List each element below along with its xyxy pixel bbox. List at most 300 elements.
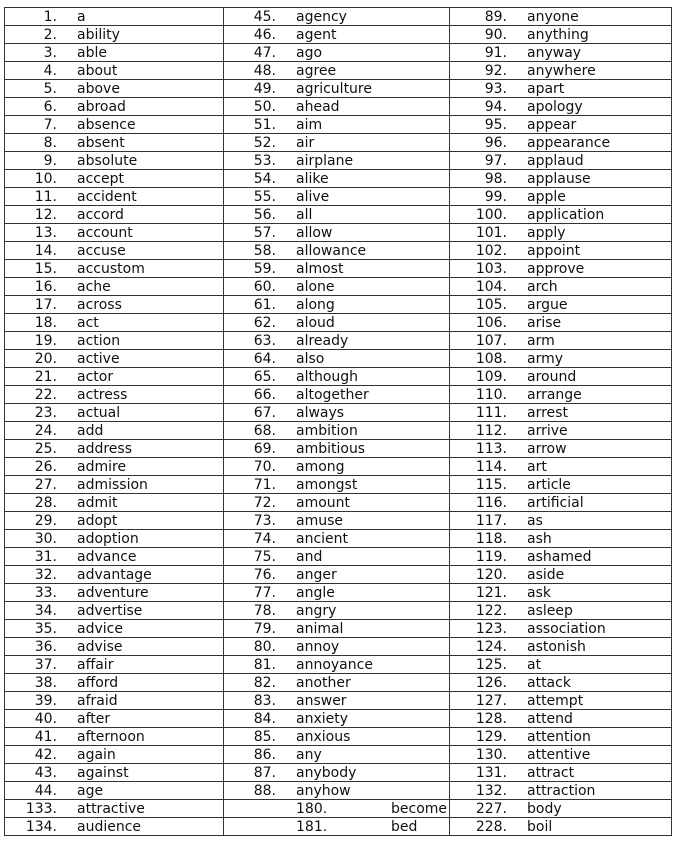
word-cell bbox=[450, 170, 672, 188]
word-number: 1. bbox=[43, 9, 57, 25]
word-number: 4. bbox=[43, 63, 57, 79]
word-cell bbox=[450, 458, 672, 476]
word-number: 75. bbox=[253, 549, 276, 565]
word-text: audience bbox=[77, 819, 142, 835]
word-text: adventure bbox=[77, 585, 149, 601]
table-row bbox=[5, 62, 672, 80]
word-text: advice bbox=[77, 621, 123, 637]
word-cell bbox=[224, 692, 450, 710]
word-text: aloud bbox=[296, 315, 335, 331]
table-row bbox=[5, 404, 672, 422]
word-text: anyone bbox=[527, 9, 579, 25]
word-number: 14. bbox=[34, 243, 57, 259]
word-cell bbox=[224, 188, 450, 206]
word-text: actress bbox=[77, 387, 128, 403]
word-cell bbox=[224, 512, 450, 530]
word-number: 106. bbox=[475, 315, 507, 331]
word-cell bbox=[224, 314, 450, 332]
table-row bbox=[5, 710, 672, 728]
word-number: 73. bbox=[253, 513, 276, 529]
word-text: alive bbox=[296, 189, 330, 205]
word-number: 39. bbox=[34, 693, 57, 709]
word-cell bbox=[224, 386, 450, 404]
word-cell bbox=[224, 206, 450, 224]
word-text: artificial bbox=[527, 495, 584, 511]
table-row bbox=[5, 224, 672, 242]
word-text: agency bbox=[296, 9, 347, 25]
word-number: 115. bbox=[475, 477, 507, 493]
word-text: admit bbox=[77, 495, 118, 511]
word-text: argue bbox=[527, 297, 568, 313]
word-number: 78. bbox=[253, 603, 276, 619]
word-cell bbox=[450, 368, 672, 386]
word-text: attentive bbox=[527, 747, 591, 763]
word-number: 33. bbox=[34, 585, 57, 601]
word-number: 101. bbox=[475, 225, 507, 241]
word-cell bbox=[450, 800, 672, 818]
table-row bbox=[5, 332, 672, 350]
table-row bbox=[5, 530, 672, 548]
word-cell bbox=[450, 710, 672, 728]
word-number: 49. bbox=[253, 81, 276, 97]
word-number: 67. bbox=[253, 405, 276, 421]
word-cell bbox=[5, 26, 224, 44]
word-cell bbox=[450, 728, 672, 746]
word-text: attempt bbox=[527, 693, 584, 709]
word-text: afternoon bbox=[77, 729, 145, 745]
word-cell bbox=[224, 440, 450, 458]
word-text: annoy bbox=[296, 639, 340, 655]
table-row bbox=[5, 170, 672, 188]
word-cell bbox=[450, 746, 672, 764]
word-cell bbox=[224, 782, 450, 800]
word-text: act bbox=[77, 315, 99, 331]
word-number: 130. bbox=[475, 747, 507, 763]
word-cell bbox=[224, 44, 450, 62]
word-number: 55. bbox=[253, 189, 276, 205]
word-text: apple bbox=[527, 189, 566, 205]
word-number: 47. bbox=[253, 45, 276, 61]
word-text: anxiety bbox=[296, 711, 349, 727]
word-text: anxious bbox=[296, 729, 351, 745]
word-number: 63. bbox=[253, 333, 276, 349]
word-number: 121. bbox=[475, 585, 507, 601]
word-text: attract bbox=[527, 765, 575, 781]
table-row bbox=[5, 440, 672, 458]
word-number: 56. bbox=[253, 207, 276, 223]
word-text: aim bbox=[296, 117, 323, 133]
word-text: astonish bbox=[527, 639, 586, 655]
word-cell bbox=[224, 818, 450, 836]
word-number: 122. bbox=[475, 603, 507, 619]
word-number: 134. bbox=[25, 819, 57, 835]
word-text: attractive bbox=[77, 801, 145, 817]
word-cell bbox=[224, 26, 450, 44]
word-cell bbox=[450, 314, 672, 332]
word-cell bbox=[5, 260, 224, 278]
word-text: apply bbox=[527, 225, 566, 241]
word-list-table bbox=[4, 7, 672, 836]
word-number: 109. bbox=[475, 369, 507, 385]
word-cell bbox=[5, 476, 224, 494]
table-row bbox=[5, 638, 672, 656]
word-text: above bbox=[77, 81, 120, 97]
word-cell bbox=[224, 170, 450, 188]
word-number: 108. bbox=[475, 351, 507, 367]
word-text: accuse bbox=[77, 243, 126, 259]
word-number: 97. bbox=[484, 153, 507, 169]
word-cell bbox=[224, 152, 450, 170]
word-text: address bbox=[77, 441, 133, 457]
word-number: 133. bbox=[25, 801, 57, 817]
word-number: 119. bbox=[475, 549, 507, 565]
word-cell bbox=[224, 530, 450, 548]
word-number: 105. bbox=[475, 297, 507, 313]
word-cell bbox=[5, 278, 224, 296]
word-number: 42. bbox=[34, 747, 57, 763]
word-cell bbox=[224, 494, 450, 512]
word-number: 228. bbox=[475, 819, 507, 835]
word-cell bbox=[5, 818, 224, 836]
table-row bbox=[5, 548, 672, 566]
word-text: amount bbox=[296, 495, 351, 511]
word-number: 41. bbox=[34, 729, 57, 745]
word-text: ancient bbox=[296, 531, 349, 547]
word-text: altogether bbox=[296, 387, 369, 403]
word-cell bbox=[224, 8, 450, 26]
word-text: anyhow bbox=[296, 783, 351, 799]
word-number: 110. bbox=[475, 387, 507, 403]
word-number: 48. bbox=[253, 63, 276, 79]
word-text: anybody bbox=[296, 765, 357, 781]
word-text: ache bbox=[77, 279, 111, 295]
word-cell bbox=[5, 746, 224, 764]
word-cell bbox=[5, 782, 224, 800]
word-cell bbox=[224, 458, 450, 476]
table-row bbox=[5, 116, 672, 134]
word-text: afraid bbox=[77, 693, 118, 709]
word-cell bbox=[450, 656, 672, 674]
table-row bbox=[5, 206, 672, 224]
word-cell bbox=[224, 80, 450, 98]
word-cell bbox=[5, 566, 224, 584]
table-row bbox=[5, 692, 672, 710]
word-text: airplane bbox=[296, 153, 354, 169]
word-text: actor bbox=[77, 369, 114, 385]
word-number: 114. bbox=[475, 459, 507, 475]
table-row bbox=[5, 26, 672, 44]
word-number: 120. bbox=[475, 567, 507, 583]
word-number: 26. bbox=[34, 459, 57, 475]
word-cell bbox=[5, 692, 224, 710]
word-text: all bbox=[296, 207, 313, 223]
word-text: along bbox=[296, 297, 335, 313]
word-text: advertise bbox=[77, 603, 143, 619]
word-cell bbox=[224, 422, 450, 440]
word-cell bbox=[450, 548, 672, 566]
word-number: 81. bbox=[253, 657, 276, 673]
word-number: 50. bbox=[253, 99, 276, 115]
word-number: 18. bbox=[34, 315, 57, 331]
word-cell bbox=[5, 134, 224, 152]
word-number: 16. bbox=[34, 279, 57, 295]
word-cell bbox=[450, 80, 672, 98]
word-number: 107. bbox=[475, 333, 507, 349]
word-number: 25. bbox=[34, 441, 57, 457]
word-text: anger bbox=[296, 567, 337, 583]
table-row bbox=[5, 242, 672, 260]
word-number: 227. bbox=[475, 801, 507, 817]
word-text: angry bbox=[296, 603, 337, 619]
word-text: arrive bbox=[527, 423, 568, 439]
word-number: 117. bbox=[475, 513, 507, 529]
table-row bbox=[5, 818, 672, 836]
table-row bbox=[5, 350, 672, 368]
word-text: accustom bbox=[77, 261, 145, 277]
word-cell bbox=[5, 440, 224, 458]
word-number: 3. bbox=[43, 45, 57, 61]
word-cell bbox=[450, 674, 672, 692]
word-cell bbox=[5, 368, 224, 386]
word-text: applaud bbox=[527, 153, 584, 169]
word-number: 102. bbox=[475, 243, 507, 259]
word-text: and bbox=[296, 549, 323, 565]
word-cell bbox=[450, 62, 672, 80]
table-row bbox=[5, 764, 672, 782]
word-cell bbox=[5, 674, 224, 692]
word-cell bbox=[5, 764, 224, 782]
word-cell bbox=[450, 116, 672, 134]
table-row bbox=[5, 728, 672, 746]
word-text: admission bbox=[77, 477, 148, 493]
word-number: 116. bbox=[475, 495, 507, 511]
word-cell bbox=[450, 602, 672, 620]
word-text: army bbox=[527, 351, 564, 367]
word-number: 20. bbox=[34, 351, 57, 367]
word-cell bbox=[450, 188, 672, 206]
word-number: 131. bbox=[475, 765, 507, 781]
table-row bbox=[5, 602, 672, 620]
word-number: 88. bbox=[253, 783, 276, 799]
word-cell bbox=[5, 584, 224, 602]
table-row bbox=[5, 260, 672, 278]
table-row bbox=[5, 782, 672, 800]
word-cell bbox=[224, 98, 450, 116]
word-text: art bbox=[527, 459, 547, 475]
word-cell bbox=[5, 710, 224, 728]
word-number: 45. bbox=[253, 9, 276, 25]
word-text: arm bbox=[527, 333, 555, 349]
table-row bbox=[5, 422, 672, 440]
word-number: 90. bbox=[484, 27, 507, 43]
word-cell bbox=[450, 260, 672, 278]
word-number: 99. bbox=[484, 189, 507, 205]
table-row bbox=[5, 566, 672, 584]
word-cell bbox=[224, 62, 450, 80]
word-number: 118. bbox=[475, 531, 507, 547]
word-number: 17. bbox=[34, 297, 57, 313]
word-text: advantage bbox=[77, 567, 152, 583]
word-list-body bbox=[5, 8, 672, 836]
table-row bbox=[5, 386, 672, 404]
word-text: body bbox=[527, 801, 562, 817]
word-cell bbox=[450, 134, 672, 152]
word-text: ambition bbox=[296, 423, 358, 439]
word-cell bbox=[5, 332, 224, 350]
table-row bbox=[5, 98, 672, 116]
word-text: affair bbox=[77, 657, 114, 673]
word-text: across bbox=[77, 297, 122, 313]
word-text: application bbox=[527, 207, 605, 223]
word-number: 10. bbox=[34, 171, 57, 187]
word-cell bbox=[450, 8, 672, 26]
word-cell bbox=[450, 584, 672, 602]
word-text: article bbox=[527, 477, 571, 493]
word-number: 57. bbox=[253, 225, 276, 241]
word-text: as bbox=[527, 513, 543, 529]
word-number: 104. bbox=[475, 279, 507, 295]
word-cell bbox=[224, 548, 450, 566]
word-cell bbox=[224, 710, 450, 728]
word-text: actual bbox=[77, 405, 121, 421]
word-cell bbox=[450, 206, 672, 224]
word-text: angle bbox=[296, 585, 335, 601]
word-cell bbox=[450, 404, 672, 422]
word-number: 72. bbox=[253, 495, 276, 511]
word-cell bbox=[224, 566, 450, 584]
word-text: accident bbox=[77, 189, 137, 205]
word-number: 71. bbox=[253, 477, 276, 493]
word-number: 38. bbox=[34, 675, 57, 691]
word-cell bbox=[5, 638, 224, 656]
word-cell bbox=[224, 296, 450, 314]
word-text: account bbox=[77, 225, 133, 241]
word-cell bbox=[5, 530, 224, 548]
word-cell bbox=[450, 242, 672, 260]
word-text: anyway bbox=[527, 45, 582, 61]
word-cell bbox=[5, 242, 224, 260]
word-cell bbox=[450, 818, 672, 836]
word-text: apology bbox=[527, 99, 583, 115]
word-number: 11. bbox=[34, 189, 57, 205]
word-cell bbox=[224, 800, 450, 818]
word-text: ambitious bbox=[296, 441, 366, 457]
word-cell bbox=[5, 116, 224, 134]
word-number: 94. bbox=[484, 99, 507, 115]
word-text: appear bbox=[527, 117, 577, 133]
word-number: 28. bbox=[34, 495, 57, 511]
word-number: 123. bbox=[475, 621, 507, 637]
word-text: after bbox=[77, 711, 111, 727]
word-cell bbox=[5, 80, 224, 98]
word-number: 93. bbox=[484, 81, 507, 97]
word-text: also bbox=[296, 351, 325, 367]
word-number: 24. bbox=[34, 423, 57, 439]
word-cell bbox=[450, 620, 672, 638]
word-cell bbox=[450, 440, 672, 458]
word-cell bbox=[450, 386, 672, 404]
table-row bbox=[5, 152, 672, 170]
word-text: agree bbox=[296, 63, 337, 79]
word-cell bbox=[5, 494, 224, 512]
word-cell bbox=[224, 602, 450, 620]
word-text: absent bbox=[77, 135, 125, 151]
table-row bbox=[5, 656, 672, 674]
table-row bbox=[5, 620, 672, 638]
word-text: animal bbox=[296, 621, 344, 637]
word-number: 32. bbox=[34, 567, 57, 583]
word-text: alone bbox=[296, 279, 335, 295]
word-text: anything bbox=[527, 27, 589, 43]
word-cell bbox=[224, 332, 450, 350]
table-row bbox=[5, 296, 672, 314]
word-text: again bbox=[77, 747, 116, 763]
word-text: ability bbox=[77, 27, 120, 43]
word-number: 124. bbox=[475, 639, 507, 655]
word-text: answer bbox=[296, 693, 347, 709]
word-number: 69. bbox=[253, 441, 276, 457]
word-number: 126. bbox=[475, 675, 507, 691]
word-number: 52. bbox=[253, 135, 276, 151]
word-text: agent bbox=[296, 27, 337, 43]
word-text: about bbox=[77, 63, 118, 79]
word-number: 22. bbox=[34, 387, 57, 403]
word-number: 64. bbox=[253, 351, 276, 367]
word-text: appoint bbox=[527, 243, 581, 259]
word-cell bbox=[5, 170, 224, 188]
word-number: 40. bbox=[34, 711, 57, 727]
word-text: amongst bbox=[296, 477, 358, 493]
word-text: apart bbox=[527, 81, 565, 97]
table-row bbox=[5, 314, 672, 332]
word-text: attend bbox=[527, 711, 573, 727]
word-cell bbox=[224, 656, 450, 674]
word-number: 111. bbox=[475, 405, 507, 421]
word-number: 54. bbox=[253, 171, 276, 187]
word-cell bbox=[224, 134, 450, 152]
word-cell bbox=[450, 566, 672, 584]
table-row bbox=[5, 476, 672, 494]
word-number: 68. bbox=[253, 423, 276, 439]
word-number: 34. bbox=[34, 603, 57, 619]
table-row bbox=[5, 458, 672, 476]
table-row bbox=[5, 188, 672, 206]
word-number: 30. bbox=[34, 531, 57, 547]
word-number: 36. bbox=[34, 639, 57, 655]
word-number: 44. bbox=[34, 783, 57, 799]
word-number: 70. bbox=[253, 459, 276, 475]
word-text: around bbox=[527, 369, 577, 385]
word-text: almost bbox=[296, 261, 344, 277]
word-text: advance bbox=[77, 549, 137, 565]
word-cell bbox=[5, 314, 224, 332]
table-row bbox=[5, 800, 672, 818]
word-cell bbox=[224, 242, 450, 260]
word-number: 86. bbox=[253, 747, 276, 763]
word-text: adoption bbox=[77, 531, 139, 547]
word-text: add bbox=[77, 423, 104, 439]
word-number: 82. bbox=[253, 675, 276, 691]
word-number: 125. bbox=[475, 657, 507, 673]
word-cell bbox=[224, 350, 450, 368]
word-cell bbox=[224, 404, 450, 422]
word-cell bbox=[5, 602, 224, 620]
word-cell bbox=[450, 530, 672, 548]
word-text: always bbox=[296, 405, 345, 421]
word-number: 91. bbox=[484, 45, 507, 61]
word-number: 5. bbox=[43, 81, 57, 97]
word-number: 15. bbox=[34, 261, 57, 277]
